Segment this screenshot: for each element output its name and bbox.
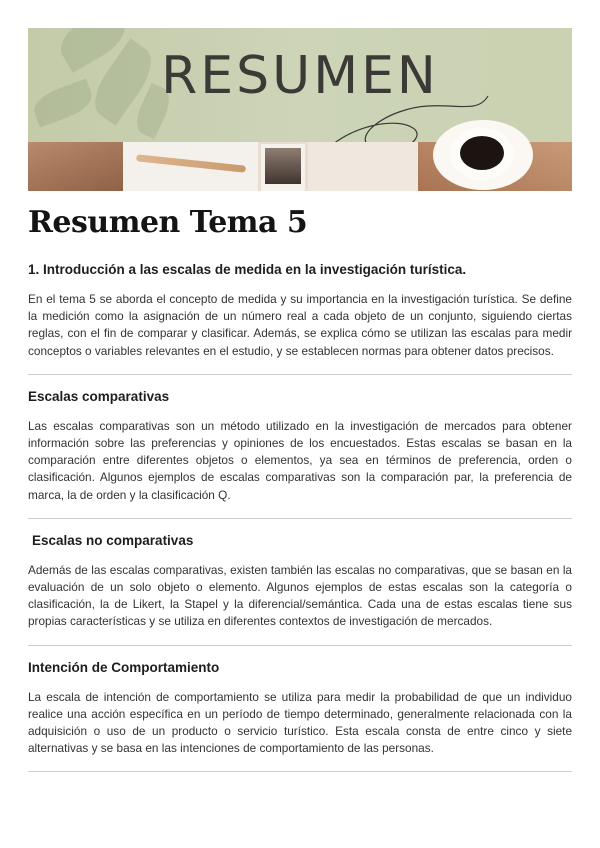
banner-title: RESUMEN bbox=[161, 46, 439, 106]
section-heading: Intención de Comportamiento bbox=[28, 659, 220, 675]
section-intencion-comportamiento bbox=[28, 660, 572, 758]
polaroid-photo bbox=[261, 144, 305, 191]
section-heading: Escalas comparativas bbox=[28, 388, 170, 404]
section-paragraph: La escala de intención de comportamiento se utiliza para medir la probabilidad de que un individuo realice una acción específica en un período de tiempo determinado, generalmente relacionada con la adquisición o uso de un producto o servicio turístico. Esta escala consta de entre cinco y siete alternativas y se basa en las intenciones de comportamiento de las personas. bbox=[28, 689, 572, 756]
leather-case bbox=[28, 142, 123, 191]
desk-surface bbox=[308, 142, 418, 191]
desk-photo-strip bbox=[28, 142, 572, 191]
divider bbox=[28, 374, 572, 375]
section-escalas-no-comparativas bbox=[28, 533, 572, 631]
document-body bbox=[28, 262, 572, 786]
page-title: Resumen Tema 5 bbox=[28, 205, 308, 240]
section-heading: Escalas no comparativas bbox=[32, 532, 194, 548]
section-paragraph: Las escalas comparativas son un método utilizado en la investigación de mercados para obtener información sobre las preferencias y opiniones de los encuestados. Estas escalas se basan en la comparación entre diferentes objetos o elementos, ya sea en términos de preferencia, orden o clasificación. Algunos ejemplos de escalas comparativas son la comparación par, la preferencia de marca, la de orden y la clasificación Q. bbox=[28, 418, 572, 502]
header-banner bbox=[28, 28, 572, 191]
divider bbox=[28, 518, 572, 519]
divider bbox=[28, 645, 572, 646]
divider bbox=[28, 771, 572, 772]
section-paragraph: En el tema 5 se aborda el concepto de medida y su importancia en la investigación turística. Se define la medición como la asignación de un número real a cada objeto de un conjunto, siguiendo ciertas reglas, con el fin de comparar y clasificar. Además, se explica cómo se utilizan las escalas para medir conceptos o variables relevantes en el estudio, y se establecen normas para obtener datos precisos. bbox=[28, 292, 572, 358]
section-escalas-comparativas bbox=[28, 389, 572, 504]
section-paragraph: Además de las escalas comparativas, existen también las escalas no comparativas, que se basan en la evaluación de un solo objeto o elemento. Algunos ejemplos de estas escalas son la categoría o clasificación, la de Likert, la Stapel y la diferencial/semántica. Cada una de estas escalas tiene sus propias características y se utiliza en diferentes contextos de investigación de mercados. bbox=[28, 562, 572, 629]
section-heading: 1. Introducción a las escalas de medida en la investigación turística. bbox=[28, 262, 467, 277]
coffee-image bbox=[460, 136, 504, 170]
section-introduccion bbox=[28, 262, 572, 360]
